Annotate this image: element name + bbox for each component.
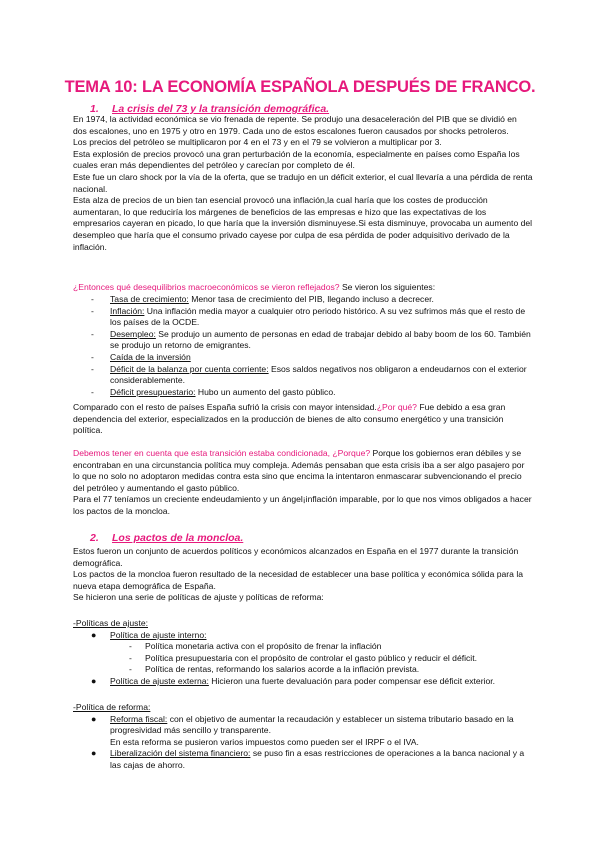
list-item: - Desempleo: Se produjo un aumento de personas en edad de trabajar debido al baby boom de los 60. También se produjo un retorno de emigrantes.: [91, 328, 531, 351]
imbalances-list: [73, 294, 533, 398]
list-item: - Política monetaria activa con el propósito de frenar la inflación: [129, 641, 382, 652]
list-item-note: En esta reforma se pusieron varios impuestos como pueden ser el IRPF o el IVA.: [110, 736, 419, 747]
paragraph: Este fue un claro shock por la vía de la oferta, que se tradujo en un déficit exterior, el cual llevaría a una pérdida de renta nacional.: [73, 171, 533, 194]
bullet-icon: ●: [91, 675, 97, 686]
moncloa-paragraphs: [73, 546, 533, 604]
paragraph: En 1974, la actividad económica se vio frenada de repente. Se produjo una desaceleración del PIB que se dividió en dos escalones, uno en 1975 y otro en 1979. Cada uno de estos escalones fueron causados por shocks petroleros.: [73, 114, 517, 136]
paragraph: Estos fueron un conjunto de acuerdos políticos y económicos alcanzados en España en el 1977 durante la transición demográfica.: [73, 546, 519, 568]
subheading: -Política de reforma:: [73, 702, 151, 712]
list-item: ● Liberalización del sistema financiero: se puso fin a esas restricciones de operaciones a la banca nacional y a las cajas de ahorro.: [91, 748, 525, 770]
list-item: - Política presupuestaria con el propósito de controlar el gasto público y reducir el déficit.: [129, 652, 477, 663]
bullet-icon: ●: [91, 713, 97, 724]
question-imbalances: [73, 282, 533, 294]
document-title: TEMA 10: LA ECONOMÍA ESPAÑOLA DESPUÉS DE FRANCO.: [64, 78, 536, 96]
intro-paragraphs: [73, 114, 533, 253]
list-item: ● Reforma fiscal: con el objetivo de aumentar la recaudación y establecer un sistema tributario basado en la progresividad más sencillo y transparente.: [91, 713, 514, 736]
adjustment-policies: [73, 618, 533, 688]
list-item: ● Política de ajuste externa: Hicieron una fuerte devaluación para poder compensar ese déficit exterior.: [91, 675, 496, 686]
list-item: - Déficit presupuestario: Hubo un aumento del gasto público.: [91, 386, 336, 397]
bullet-icon: ●: [91, 629, 97, 640]
list-item: - Política de rentas, reformando los salarios acorde a la inflación prevista.: [129, 664, 420, 675]
list-item: ● Política de ajuste interno:: [91, 629, 207, 640]
paragraph: Los precios del petróleo se multiplicaron por 4 en el 73 y en el 79 se volvieron a multiplicar por 3.: [73, 137, 442, 148]
subheading: -Políticas de ajuste:: [73, 618, 148, 628]
comparison-paragraph: Comparado con el resto de países España sufrió la crisis con mayor intensidad.¿Por qué? Fue debido a esa gran dependencia del exterior, especializados en la producción de bienes de alto consumo energético y una transición política.: [73, 402, 506, 436]
why-question: ¿Por qué?: [376, 402, 417, 412]
paragraph: Para el 77 teníamos un creciente endeudamiento y un ángel¡inflación imparable, por lo que nos vimos obligados a hacer los pactos de la moncloa.: [73, 494, 532, 516]
list-item: - Déficit de la balanza por cuenta corriente: Esos saldos negativos nos obligaron a endeudarnos con el exterior considerablemente.: [91, 363, 527, 386]
list-item: - Tasa de crecimiento: Menor tasa de crecimiento del PIB, llegando incluso a decrecer.: [91, 294, 434, 304]
question-text: Debemos tener en cuenta que esta transición estaba condicionada, ¿Porque?: [73, 448, 371, 458]
bullet-icon: ●: [91, 748, 97, 759]
section-heading-2: 2. Los pactos de la moncloa.: [90, 532, 244, 544]
paragraph: Esta explosión de precios provocó una gran perturbación de la economía, especialmente en países como España los cuales eran más dependientes del petróleo y carecían por completo de él.: [73, 148, 520, 171]
paragraph: Los pactos de la moncloa fueron resultado de la necesidad de establecer una base política y económica sólida para la nueva etapa demográfica de España.: [73, 569, 524, 591]
section-heading-1: 1. La crisis del 73 y la transición demográfica.: [90, 103, 330, 115]
paragraph: Se hicieron una serie de políticas de ajuste y políticas de reforma:: [73, 592, 324, 603]
reform-policies: [73, 702, 533, 772]
question-text: ¿Entonces qué desequilibrios macroeconómicos se vieron reflejados?: [73, 282, 340, 292]
list-item: - Caída de la inversión: [91, 351, 191, 362]
list-item: - Inflación: Una inflación media mayor a cualquier otro periodo histórico. A su vez sufrimos más que el resto de los países de la OCDE.: [91, 305, 526, 328]
answer-text: Se vieron los siguientes:: [339, 282, 436, 292]
transition-paragraph: Debemos tener en cuenta que esta transición estaba condicionada, ¿Porque? Porque los gobiernos eran débiles y se encontraban en una circunstancia política muy compleja. Además pensaban que esta crisis iba a ser algo pasajero por lo que no solo no adoptaron medidas contra esta sino que encima la intentaron enmascarar subvencionando el precio del petróleo y aumentando el gasto público. Para el 77 teníamos un creciente endeudamiento y un ángel¡inflación imparable, por lo que nos vimos obligados a hacer los pactos de la moncloa.: [73, 448, 532, 516]
paragraph: Esta alza de precios de un bien tan esencial provocó una inflación,la cual haría que los costes de producción aumentaran, lo que reduciría los márgenes de beneficios de las empresas e hizo que las expectativas de los empresarios cayeran en picado, lo que haría que la inversión disminuyese.Si esta disminuye, provocaba un aumento del desempleo que haría que el consumo privado cayese por culpa de esa pérdida de poder adquisitivo derivado de la inflación.: [73, 195, 533, 252]
